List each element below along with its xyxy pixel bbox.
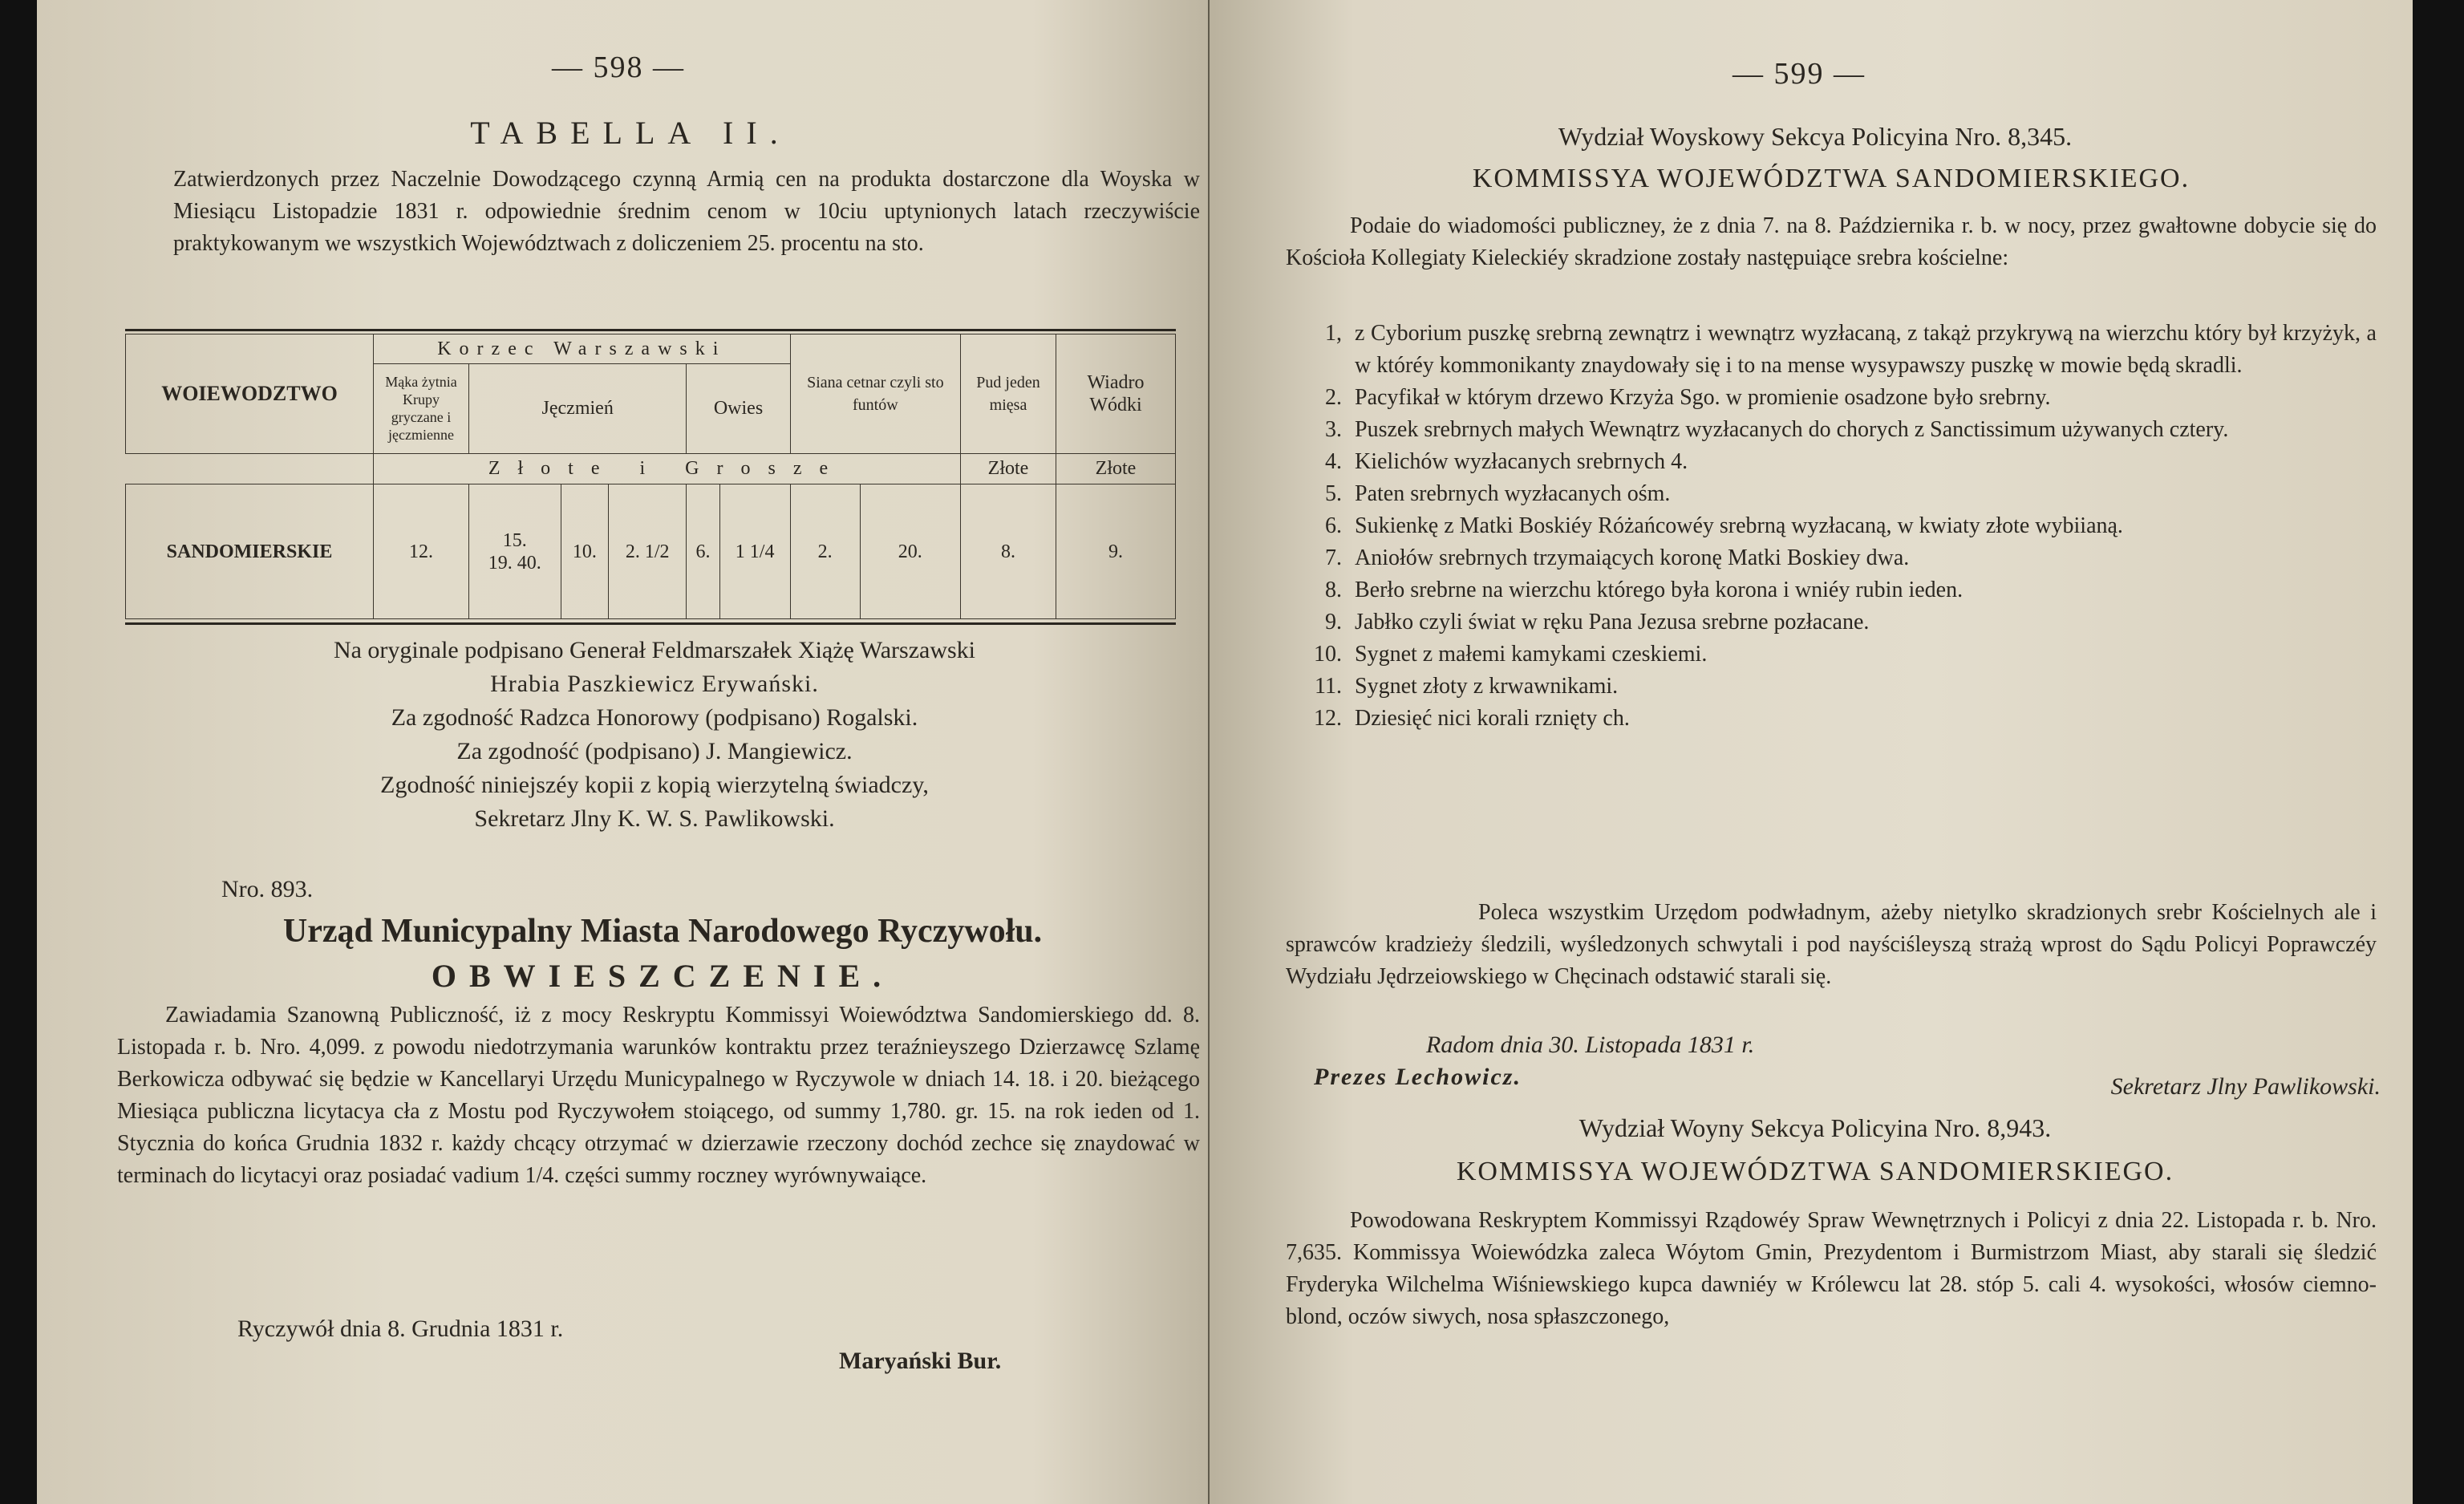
list-item bbox=[1286, 638, 2377, 671]
section-header-1: Wydział Woyskowy Sekcya Policyina Nro. 8,345. bbox=[1558, 122, 2073, 151]
list-item-number: 8. bbox=[1325, 578, 1342, 602]
list-item-number: 4. bbox=[1325, 449, 1342, 474]
list-item-number: 9. bbox=[1325, 610, 1342, 634]
cell-v6: 1 1/4 bbox=[719, 484, 790, 619]
list-item bbox=[1286, 542, 2377, 574]
obwieszczenie-body: Zawiadamia Szanowną Publiczność, iż z mocy Reskryptu Kommissyi Woiewództwa Sandomierskiego dd. 8. Listopada r. b. Nro. 4,099. z powodu niedotrzymania warunków kontraktu przez teraźnieyszego Dzierzawcę Szlamę Berkowicza odbywać się będzie w Kancellaryi Urzędu Municypalnego w Ryczywole w dniach 14. 18. i 20. bieżącego Miesiąca publiczna licytacya cła z Mostu pod Ryczywołem stoiącego, od summy 1,780. gr. 15. na rok ieden od 1. Stycznia do końca Grudnia 1832 r. każdy chcący otrzymać w dzierzawie rzeczony dochód zechce się znaydować w terminach do licytacyi oraz posiadać vadium 1/4. części summy roczney wyrównywaiące. bbox=[117, 1003, 1200, 1188]
cell-v1: 12. bbox=[374, 484, 469, 619]
stolen-items-list bbox=[1286, 318, 2377, 735]
right-page bbox=[1210, 0, 2413, 1504]
table-bottom-rule bbox=[125, 622, 1176, 625]
section-title-1: KOMMISSYA WOJEWÓDZTWA SANDOMIERSKIEGO. bbox=[1472, 164, 2190, 193]
list-item bbox=[1286, 318, 2377, 382]
list-item-number: 2. bbox=[1325, 385, 1342, 410]
signature-sekretarz: Sekretarz Jlny Pawlikowski. bbox=[2110, 1073, 2381, 1100]
cell-v2b: 19. 40. bbox=[488, 552, 541, 574]
left-page bbox=[37, 0, 1208, 1504]
signature-prezes: Prezes Lechowicz. bbox=[1314, 1064, 1522, 1090]
list-item bbox=[1286, 606, 2377, 638]
date-line: Ryczywół dnia 8. Grudnia 1831 r. bbox=[237, 1315, 564, 1342]
price-table bbox=[125, 334, 1176, 619]
col-maka: Mąka żytnia Krupy gryczane i jęczmienne bbox=[374, 363, 469, 453]
cell-v4: 2. 1/2 bbox=[609, 484, 687, 619]
date-line-1: Radom dnia 30. Listopada 1831 r. bbox=[1426, 1032, 1755, 1058]
section-title-2: KOMMISSYA WOJEWÓDZTWA SANDOMIERSKIEGO. bbox=[1456, 1157, 2174, 1186]
list-item-number: 6. bbox=[1325, 513, 1342, 538]
cell-v10: 9. bbox=[1056, 484, 1176, 619]
list-item-text: z Cyborium puszkę srebrną zewnątrz i wewnątrz wyzłacaną, z takąż przykrywą na wierzchu który był krzyżyk, a w któréy kommonikanty znaydowały się i to na mense wysypawszy puszkę w mowie będą skradli. bbox=[1355, 321, 2377, 378]
unit-zlote-1: Złote bbox=[961, 453, 1056, 484]
list-item-number: 7. bbox=[1325, 545, 1342, 570]
col-siano: Siana cetnar czyli sto funtów bbox=[790, 334, 960, 454]
cell-v9: 8. bbox=[961, 484, 1056, 619]
signature-line: Za zgodność Radzca Honorowy (podpisano) Rogalski. bbox=[391, 704, 918, 731]
cell-v8: 20. bbox=[860, 484, 960, 619]
cell-v3: 10. bbox=[561, 484, 609, 619]
list-item bbox=[1286, 671, 2377, 703]
col-mieso: Pud jeden mięsa bbox=[961, 334, 1056, 454]
list-item bbox=[1286, 414, 2377, 446]
list-item-text: Jabłko czyli świat w ręku Pana Jezusa srebrne pozłacane. bbox=[1355, 610, 1870, 634]
nro-label: Nro. 893. bbox=[221, 876, 314, 902]
closing-paragraph-1: Poleca wszystkim Urzędom podwładnym, ażeby nietylko skradzionych srebr Kościelnych ale i sprawców kradzieży śledzili, wyśledzonych schwytali i pod nayściśleyszą strażą wprost do Sądu Policyi Poprawczéy Wydziału Jędrzeiowskiego w Chęcinach odstawić starali się. bbox=[1286, 900, 2377, 989]
list-item-number: 1, bbox=[1325, 321, 1342, 346]
signature-block bbox=[173, 634, 1136, 836]
list-item-text: Paten srebrnych wyzłacanych ośm. bbox=[1355, 481, 1671, 506]
list-item-text: Aniołów srebrnych trzymaiących koronę Matki Boskiey dwa. bbox=[1355, 545, 1910, 570]
col-jeczmien: Jęczmień bbox=[469, 363, 687, 453]
list-item bbox=[1286, 382, 2377, 414]
unit-zlote-grosze: Złote i Grosze bbox=[374, 453, 961, 484]
signature-line: Na oryginale podpisano Generał Feldmarszałek Xiążę Warszawski bbox=[333, 637, 976, 663]
unit-zlote-2: Złote bbox=[1056, 453, 1176, 484]
urzad-title: Urząd Municypalny Miasta Narodowego Ryczywołu. bbox=[282, 913, 1043, 950]
list-item-text: Kielichów wyzłacanych srebrnych 4. bbox=[1355, 449, 1688, 474]
list-item-text: Berło srebrne na wierzchu którego była korona i wniéy rubin ieden. bbox=[1355, 578, 1964, 602]
list-item-text: Sygnet złoty z krwawnikami. bbox=[1355, 674, 1619, 699]
signature-line: Sekretarz Jlny K. W. S. Pawlikowski. bbox=[474, 805, 835, 832]
section-header-2: Wydział Woyny Sekcya Policyina Nro. 8,943. bbox=[1578, 1113, 2052, 1142]
list-item-text: Dziesięć nici korali rznięty ch. bbox=[1355, 706, 1630, 731]
cell-v7: 2. bbox=[790, 484, 860, 619]
list-item-text: Pacyfikał w którym drzewo Krzyża Sgo. w promienie osadzone było srebrny. bbox=[1355, 385, 2051, 410]
page-number: — 599 — bbox=[1732, 57, 1866, 91]
list-item bbox=[1286, 446, 2377, 478]
list-item-number: 11. bbox=[1315, 674, 1342, 699]
list-item bbox=[1286, 703, 2377, 735]
row-sandomierskie: SANDOMIERSKIE bbox=[126, 484, 374, 619]
body-paragraph-2: Powodowana Reskryptem Kommissyi Rządowéy Spraw Wewnętrznych i Policyi z dnia 22. Listopada r. b. Nro. 7,635. Kommissya Woiewódzka zaleca Wóytom Gmin, Prezydentom i Burmistrzom Miast, aby starali się śledzić Fryderyka Wilchelma Wiśniewskiego kupca dawniéy w Królewcu lat 28. stóp 5. cali 4. wysokości, włosów ciemno-blond, oczów siwych, nosa spłaszczonego, bbox=[1286, 1208, 2377, 1329]
list-item-text: Puszek srebrnych małych Wewnątrz wyzłacanych do chorych z Sanctissimum używanych cztery. bbox=[1355, 417, 2229, 442]
col-owies: Owies bbox=[687, 363, 790, 453]
col-woiewodztwo: WOIEWODZTWO bbox=[126, 334, 374, 454]
col-group-korzec: Korzec Warszawski bbox=[374, 334, 791, 364]
signer-name: Maryański Bur. bbox=[839, 1348, 1002, 1374]
cell-v2 bbox=[469, 484, 561, 619]
intro-paragraph-1: Podaie do wiadomości publiczney, że z dnia 7. na 8. Października r. b. w nocy, przez gwałtowne dobycie się do Kościoła Kollegiaty Kieleckiéy skradzione zostały następuiące srebra kościelne: bbox=[1286, 213, 2377, 270]
signature-line: Hrabia Paszkiewicz Erywański. bbox=[490, 671, 819, 697]
table-title: TABELLA II. bbox=[470, 115, 791, 151]
list-item-number: 3. bbox=[1325, 417, 1342, 442]
list-item bbox=[1286, 574, 2377, 606]
page-number: — 598 — bbox=[552, 51, 685, 84]
cell-v2a: 15. bbox=[502, 529, 527, 551]
list-item bbox=[1286, 510, 2377, 542]
obwieszczenie-heading: OBWIESZCZENIE. bbox=[431, 958, 894, 994]
table-caption: Zatwierdzonych przez Naczelnie Dowodzącego czynną Armią cen na produkta dostarczone dla Woyska w Miesiącu Listopadzie 1831 r. odpowiednie średnim cenom w 10ciu uptynionych latach rzeczywiście praktykowanym we wszystkich Województwach z doliczeniem 25. procentu na sto. bbox=[173, 167, 1200, 256]
signature-line: Za zgodność (podpisano) J. Mangiewicz. bbox=[456, 738, 853, 764]
table-top-rule bbox=[125, 329, 1176, 331]
signature-line: Zgodność niniejszéy kopii z kopią wierzytelną świadczy, bbox=[380, 772, 929, 798]
col-wodka: Wiadro Wódki bbox=[1056, 334, 1176, 454]
list-item-number: 5. bbox=[1325, 481, 1342, 506]
list-item-number: 12. bbox=[1314, 706, 1342, 731]
list-item-number: 10. bbox=[1314, 642, 1342, 667]
list-item bbox=[1286, 478, 2377, 510]
list-item-text: Sygnet z małemi kamykami czeskiemi. bbox=[1355, 642, 1708, 667]
list-item-text: Sukienkę z Matki Boskiéy Różańcowéy srebrną wyzłacaną, w kwiaty złote wybiianą. bbox=[1355, 513, 2123, 538]
cell-v5: 6. bbox=[687, 484, 719, 619]
